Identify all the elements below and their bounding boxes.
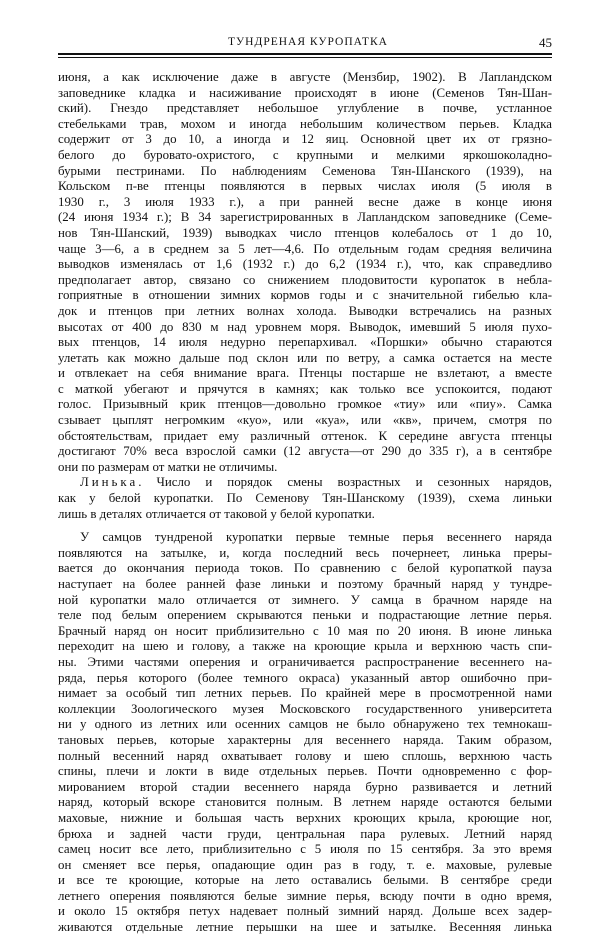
text-line: стебельками трав, мохом и иногда небольшим количеством перьев. Кладка <box>58 116 552 131</box>
text-line: июня, а как исключение даже в августе (Мензбир, 1902). В Лапландском <box>58 70 552 84</box>
text-line: вых птенцов, 14 июля недурно перепархивал. «Поршки» обычно стараются <box>58 335 552 350</box>
text-line: наступает на более ранней фазе линьки и поэтому брачный наряд у тундре- <box>58 577 552 591</box>
text-line: спины, плечи и локти в виде отдельных перьев. Почти одновременно с фор- <box>58 764 552 779</box>
text-line: нимает за особый тип летних перьев. По крайней мере в просмотренной нами <box>58 686 552 701</box>
section-run-in-heading: Линька <box>80 475 139 490</box>
paragraph-moult-heading <box>58 475 552 522</box>
text-line: летнего оперения появляются белые зимние перья, всюду почти в одно время, <box>58 888 552 903</box>
text-line: белого до буровато-охристого, с крупными и мелкими яркошоколадно- <box>58 147 552 162</box>
text-line: ной куропатки мало отличается от зимнего. У самца в брачном наряде на <box>58 592 552 607</box>
text-line: самец носит все лето, приблизительно с 5 июля по 15 сентября. За это время <box>58 842 552 857</box>
text-line: У самцов тундреной куропатки первые темные перья весеннего наряда <box>80 530 552 545</box>
text-line: сзывает цыплят негромким «куо», или «куа», или «кв», причем, смотря по <box>58 413 552 428</box>
text-line: бурыми пестринами. По наблюдениям Семенова Тян-Шанского (1939), на <box>58 163 552 178</box>
text-line: лишь в деталях отличается от таковой у белой куропатки. <box>58 506 375 521</box>
text-line: полный весенний наряд охватывает голову и шею сплошь, верхнюю часть <box>58 748 552 763</box>
text-line: док и птенцов при летних волнах холода. Выводки встречались на разных <box>58 303 552 318</box>
text-line: тановых перьев, которые характерны для весеннего наряда. Таким образом, <box>58 732 552 747</box>
text-line: живаются отдельные летние перышки на шее и затылке. Весенняя линька <box>58 920 552 935</box>
header-rule-thin <box>58 57 552 58</box>
running-title: ТУНДРЕНАЯ КУРОПАТКА <box>228 36 388 48</box>
text-line: ский). Гнездо представляет небольшое углубление в почве, устланное <box>58 101 552 116</box>
text-line: вается до окончания периода токов. По сравнению с белой куропаткой пауза <box>58 561 552 576</box>
text-line: переходит на шею и голову, а также на кроющие крыла и верхнюю часть спи- <box>58 639 552 654</box>
page-number: 45 <box>539 35 552 50</box>
text-line: гоприятные в отношении зимних кормов годы и с значительной гибелью кла- <box>58 288 552 303</box>
text-line: и около 15 октября петух надевает полный зимний наряд. Дольше всех задер- <box>58 904 552 919</box>
text-line: коллекции Зоологического музея Московского государственного университета <box>58 701 552 716</box>
text-line: ряда, перья которого (более темного окраса) указанный автор ошибочно при- <box>58 670 552 685</box>
running-head <box>58 34 552 51</box>
book-page <box>58 34 552 936</box>
text-line: с маткой убегают и прячутся в камнях; как только все успокоится, подают <box>58 381 552 396</box>
text-line: содержит от 3 до 10, а иногда и 12 яиц. Основной цвет их от грязно- <box>58 132 552 147</box>
text-line: наряд, который вскоре становится полным. В летнем наряде остаются белыми <box>58 795 552 810</box>
text-line: высотах от 400 до 830 м над уровнем моря. Выводок, имевший 5 июля пухо- <box>58 319 552 334</box>
header-rule <box>58 53 552 55</box>
text-line: (24 июня 1934 г.); В 34 зарегистрированных в Лапландском заповеднике (Семе- <box>58 210 552 225</box>
text-line: голос. Призывный крик птенцов—довольно громкое «тиу» или «пиу». Самка <box>58 397 552 412</box>
text-line: Кольском п-ве птенцы появляются в первых числах июля (5 июля в <box>58 179 552 194</box>
text-line: обстоятельствам, придает ему различный оттенок. К середине августа птенцы <box>58 428 552 443</box>
text-line: и все те кроющие, которые на лето оставались белыми. В сентябре среди <box>58 873 552 888</box>
text-run: . Число и порядок смены возрастных и сезонных нарядов, <box>138 475 552 490</box>
text-line: и отвлекает на себя внимание врага. Птенцы постарше не взлетают, а вместе <box>58 366 552 381</box>
paragraph <box>58 70 552 475</box>
paragraph-gap <box>58 522 552 530</box>
text-line: брюха и задней части груди, центральная пара рулевых. Летний наряд <box>58 826 552 841</box>
text-line: появляются на затылке, и, когда последний весь почернеет, линька преры- <box>58 545 552 560</box>
paragraph <box>58 530 552 935</box>
text-line-with-heading <box>58 475 552 491</box>
text-line: мированием второй стадии весеннего наряда бурно развивается и летний <box>58 779 552 794</box>
text-line: он сменяет все перья, опадающие один раз в году, т. е. маховые, рулевые <box>58 857 552 872</box>
text-line: нов Тян-Шанский, 1939) выводках число птенцов колебалось от 1 до 10, <box>58 225 552 240</box>
text-line: как у белой куропатки. По Семенову Тян-Шанскому (1939), схема линьки <box>58 491 552 506</box>
text-line: маховые, нижние и большая часть верхних кроющих крыла, кроющие ног, <box>58 810 552 825</box>
text-line: заповеднике кладка и насиживание происходят в июне (Семенов Тян-Шан- <box>58 85 552 100</box>
text-line: Брачный наряд он носит приблизительно с 10 мая по 20 июня. В июне линька <box>58 623 552 638</box>
text-line: ни у одного из летних или осенних самцов не было обнаружено тех темнокаш- <box>58 717 552 732</box>
text-line: теле под белым оперением скрываются пеньки и подрастающие летние перья. <box>58 608 552 623</box>
text-line: достигают 70% веса взрослой самки (12 августа—от 290 до 335 г), а в сентябре <box>58 444 552 459</box>
text-line: чаще 3—6, а в среднем за 5 лет—4,6. По отдельным годам средняя величина <box>58 241 552 256</box>
text-line: они по размерам от матки не отличимы. <box>58 459 278 474</box>
text-line: 1930 г., 3 июля 1933 г.), а при ранней весне даже в конце июня <box>58 194 552 209</box>
text-line: ны. Этими частями оперения и ограничивается распространение весеннего на- <box>58 654 552 669</box>
body-text <box>58 70 552 936</box>
text-line: выводков изменялась от 1,6 (1932 г.) до 6,2 (1934 г.), что, как справедливо <box>58 257 552 272</box>
text-line: предполагает автор, связано со снижением плодовитости куропаток в небла- <box>58 272 552 287</box>
text-line: улетать как можно дальше под склон или по ветру, а самка остается на месте <box>58 350 552 365</box>
